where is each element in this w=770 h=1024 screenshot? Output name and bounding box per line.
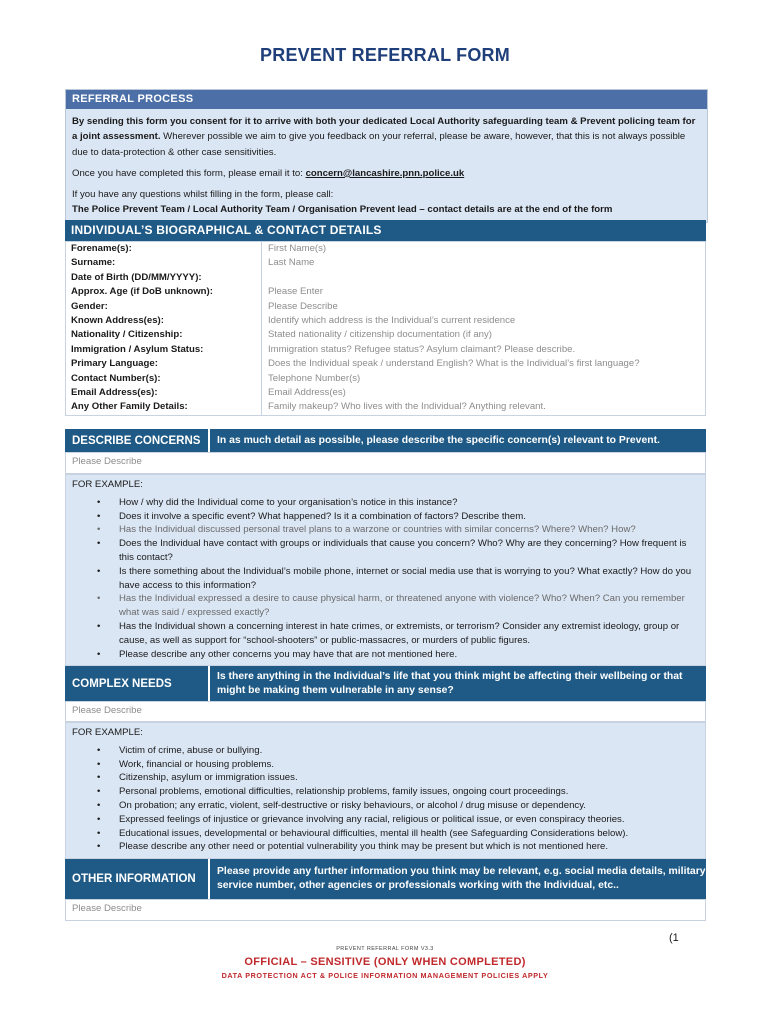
describe-concerns-label: DESCRIBE CONCERNS bbox=[65, 429, 210, 452]
bio-row bbox=[66, 242, 705, 256]
biographical-table bbox=[65, 241, 706, 416]
bio-field-input[interactable]: Does the Individual speak / understand English? What is the Individual’s first language? bbox=[261, 357, 705, 371]
list-item: • Is there something about the Individual’s mobile phone, internet or social media use that is worrying to you? What exactly? How do you have access to this information? bbox=[72, 565, 699, 593]
concerns-input[interactable]: Please Describe bbox=[65, 452, 706, 474]
bio-field-label: Email Address(es): bbox=[66, 386, 261, 400]
list-item: • Please describe any other need or potential vulnerability you think may be present but which is not mentioned here. bbox=[72, 840, 699, 854]
consent-statement: By sending this form you consent for it to arrive with both your dedicated Local Authority safeguarding team & Prevent policing team for a joint assessment. bbox=[72, 116, 696, 143]
other-information-label: OTHER INFORMATION bbox=[65, 859, 210, 899]
bio-field-input[interactable]: Identify which address is the Individual’s current residence bbox=[261, 314, 705, 328]
referral-email-link[interactable]: concern@lancashire.pnn.police.uk bbox=[305, 167, 465, 179]
policy-notice: DATA PROTECTION ACT & POLICE INFORMATION MANAGEMENT POLICIES APPLY bbox=[221, 971, 549, 980]
bio-field-input[interactable]: First Name(s) bbox=[261, 242, 705, 256]
referral-process-heading: REFERRAL PROCESS bbox=[66, 90, 707, 109]
concerns-examples bbox=[65, 474, 706, 666]
bio-row bbox=[66, 256, 705, 270]
complex-needs-examples bbox=[65, 722, 706, 859]
list-item: • Please describe any other concerns you may have that are not mentioned here. bbox=[72, 648, 699, 662]
bio-field-input[interactable]: Telephone Number(s) bbox=[261, 372, 705, 386]
bio-row bbox=[66, 357, 705, 371]
bio-row bbox=[66, 400, 705, 414]
complex-needs-input[interactable]: Please Describe bbox=[65, 701, 706, 722]
email-instruction bbox=[72, 166, 701, 181]
bio-field-label: Known Address(es): bbox=[66, 314, 261, 328]
list-item: • Educational issues, developmental or behavioural difficulties, mental ill health (see Safeguarding Considerations below). bbox=[72, 827, 699, 841]
concerns-example-list bbox=[72, 496, 699, 662]
bio-field-label: Gender: bbox=[66, 300, 261, 314]
bio-field-label: Primary Language: bbox=[66, 357, 261, 371]
form-version: PREVENT REFERRAL FORM V3.3 bbox=[336, 946, 434, 952]
bio-row bbox=[66, 372, 705, 386]
other-information-bar bbox=[65, 859, 706, 899]
complex-needs-bar bbox=[65, 666, 706, 701]
list-item: • How / why did the Individual come to your organisation’s notice in this instance? bbox=[72, 496, 699, 510]
consent-paragraph bbox=[72, 114, 701, 160]
bio-field-label: Any Other Family Details: bbox=[66, 400, 261, 414]
complex-needs-prompt: Is there anything in the Individual’s life that you think might be affecting their wellbeing or that might be making them vulnerable in any sense? bbox=[217, 670, 683, 696]
concerns-examples-title: FOR EXAMPLE: bbox=[72, 479, 143, 490]
biographical-heading: INDIVIDUAL’S BIOGRAPHICAL & CONTACT DETAILS bbox=[65, 220, 706, 241]
bio-field-input[interactable]: Last Name bbox=[261, 256, 705, 270]
questions-text: If you have any questions whilst filling in the form, please call: bbox=[72, 189, 334, 201]
other-information-input[interactable]: Please Describe bbox=[65, 899, 706, 921]
form-title: PREVENT REFERRAL FORM bbox=[260, 45, 510, 65]
email-instruction-text: Once you have completed this form, please email it to: bbox=[72, 167, 306, 179]
bio-field-label: Date of Birth (DD/MM/YYYY): bbox=[66, 271, 261, 285]
complex-needs-label: COMPLEX NEEDS bbox=[65, 666, 210, 701]
list-item: • On probation; any erratic, violent, self-destructive or risky behaviours, or alcohol / drug misuse or dependency. bbox=[72, 799, 699, 813]
bio-field-input[interactable]: Email Address(es) bbox=[261, 386, 705, 400]
bio-field-input[interactable]: Immigration status? Refugee status? Asylum claimant? Please describe. bbox=[261, 343, 705, 357]
bio-field-input[interactable]: Please Describe bbox=[261, 300, 705, 314]
list-item: • Has the Individual discussed personal travel plans to a warzone or countries with similar concerns? Where? When? How? bbox=[72, 523, 699, 537]
list-item: • Has the Individual shown a concerning interest in hate crimes, or extremists, or terrorism? Consider any extremist ideology, group or cause, as well as support for “school-shooters” or public-massacres, or murders of public figures. bbox=[72, 620, 699, 648]
complex-needs-example-list bbox=[72, 744, 699, 854]
list-item: • Citizenship, asylum or immigration issues. bbox=[72, 771, 699, 785]
referral-process-section bbox=[65, 89, 708, 223]
describe-concerns-bar bbox=[65, 429, 706, 452]
bio-row bbox=[66, 314, 705, 328]
referral-process-body bbox=[66, 109, 707, 222]
bio-row bbox=[66, 328, 705, 342]
bio-row bbox=[66, 285, 705, 299]
list-item: • Expressed feelings of injustice or grievance involving any racial, religious or political issue, or even conspiracy theories. bbox=[72, 813, 699, 827]
bio-row bbox=[66, 343, 705, 357]
complex-needs-examples-title: FOR EXAMPLE: bbox=[72, 727, 143, 738]
bio-field-label: Immigration / Asylum Status: bbox=[66, 343, 261, 357]
list-item: • Personal problems, emotional difficulties, relationship problems, family issues, ongoing court proceedings. bbox=[72, 785, 699, 799]
bio-row bbox=[66, 300, 705, 314]
bio-field-input[interactable]: Please Enter bbox=[261, 285, 705, 299]
contact-details-note: The Police Prevent Team / Local Authority Team / Organisation Prevent lead – contact details are at the end of the form bbox=[72, 204, 613, 216]
bio-row bbox=[66, 271, 705, 285]
describe-concerns-prompt: In as much detail as possible, please describe the specific concern(s) relevant to Prevent. bbox=[217, 434, 660, 446]
list-item: • Work, financial or housing problems. bbox=[72, 758, 699, 772]
bio-field-label: Forename(s): bbox=[66, 242, 261, 256]
list-item: • Victim of crime, abuse or bullying. bbox=[72, 744, 699, 758]
bio-field-input[interactable] bbox=[261, 271, 705, 285]
classification-marking: OFFICIAL – SENSITIVE (ONLY WHEN COMPLETED) bbox=[244, 956, 526, 968]
bio-field-input[interactable]: Family makeup? Who lives with the Individual? Anything relevant. bbox=[261, 400, 705, 414]
other-information-prompt: Please provide any further information you think may be relevant, e.g. social media details, military service number, other agencies or professionals working with the Individual, etc.. bbox=[217, 866, 706, 891]
bio-field-label: Approx. Age (if DoB unknown): bbox=[66, 285, 261, 299]
feedback-statement: Wherever possible we aim to give you feedback on your referral, please be aware, however, that this is not always possible due to data-protection & other case sensitivities. bbox=[72, 131, 686, 158]
list-item: • Does the Individual have contact with groups or individuals that cause you concern? Who? Why are they concerning? How frequent is this contact? bbox=[72, 537, 699, 565]
list-item: • Does it involve a specific event? What happened? Is it a combination of factors? Describe them. bbox=[72, 510, 699, 524]
bio-row bbox=[66, 386, 705, 400]
page-number: (1 bbox=[669, 932, 679, 944]
bio-field-label: Surname: bbox=[66, 256, 261, 270]
bio-field-label: Nationality / Citizenship: bbox=[66, 328, 261, 342]
bio-field-label: Contact Number(s): bbox=[66, 372, 261, 386]
bio-field-input[interactable]: Stated nationality / citizenship documentation (if any) bbox=[261, 328, 705, 342]
list-item: • Has the Individual expressed a desire to cause physical harm, or threatened anyone with violence? Who? When? Can you remember what was said / expressed exactly? bbox=[72, 592, 699, 620]
